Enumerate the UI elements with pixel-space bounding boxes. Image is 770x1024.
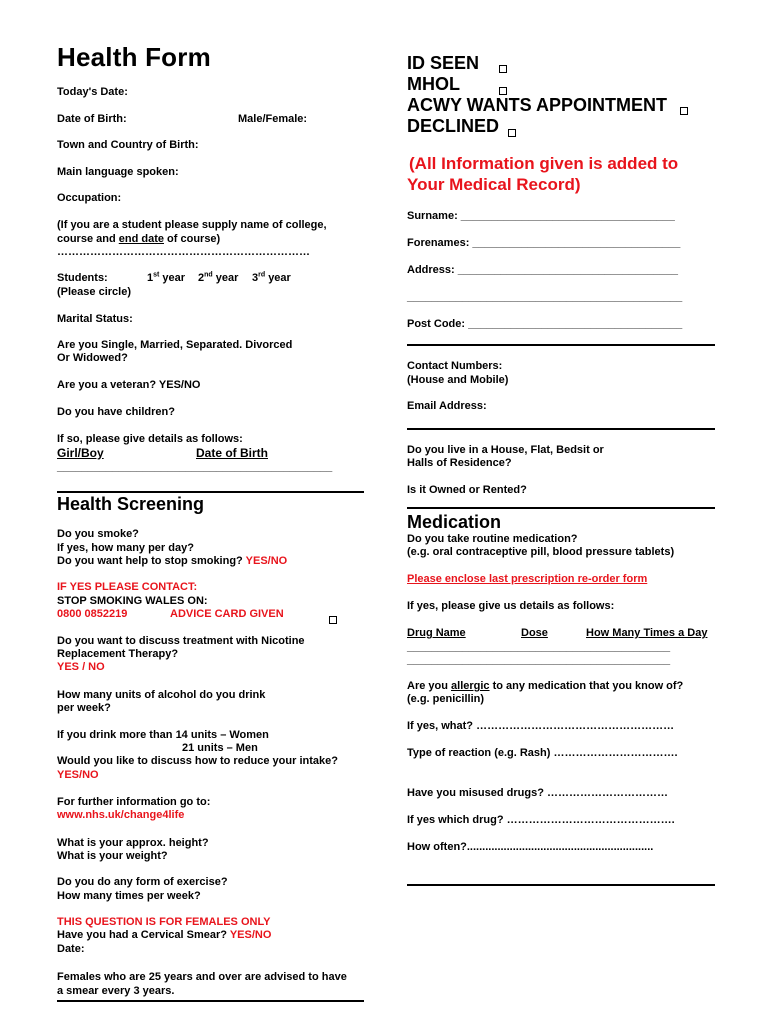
forenames-field[interactable]: Forenames: __________________________________ bbox=[407, 237, 681, 249]
year-3-option[interactable]: 3rd year bbox=[252, 271, 291, 284]
reduce-intake-question: Would you like to discuss how to reduce your intake? bbox=[57, 755, 338, 767]
smear-question: Have you had a Cervical Smear? YES/NO bbox=[57, 929, 272, 941]
mhol-label: MHOL bbox=[407, 74, 460, 94]
declined-label: DECLINED bbox=[407, 116, 500, 136]
allergic-example: (e.g. penicillin) bbox=[407, 693, 485, 705]
times-per-day-header: How Many Times a Day bbox=[586, 627, 708, 639]
divider-contact bbox=[407, 344, 715, 346]
exercise-question-1: Do you do any form of exercise? bbox=[57, 876, 228, 888]
smear-advice-2: a smear every 3 years. bbox=[57, 985, 175, 997]
females-only-note: THIS QUESTION IS FOR FEMALES ONLY bbox=[57, 916, 271, 928]
contact-numbers-note: (House and Mobile) bbox=[407, 374, 509, 386]
units-men: 21 units – Men bbox=[182, 742, 258, 754]
alcohol-question-1: How many units of alcohol do you drink bbox=[57, 689, 266, 701]
live-question-1: Do you live in a House, Flat, Bedsit or bbox=[407, 444, 604, 456]
veteran-question: Are you a veteran? YES/NO bbox=[57, 379, 201, 391]
declined-checkbox[interactable] bbox=[508, 124, 516, 142]
health-screening-title: Health Screening bbox=[57, 494, 205, 514]
child-dob-header: Date of Birth bbox=[196, 446, 268, 460]
acwy-checkbox[interactable] bbox=[680, 102, 688, 120]
advice-card-label: ADVICE CARD GIVEN bbox=[170, 608, 284, 620]
occupation-label: Occupation: bbox=[57, 192, 122, 204]
year-1-option[interactable]: 1st year bbox=[147, 271, 186, 284]
divider-end bbox=[407, 884, 715, 886]
id-seen-label: ID SEEN bbox=[407, 53, 480, 73]
medication-title: Medication bbox=[407, 512, 502, 532]
smoke-question: Do you smoke? bbox=[57, 528, 139, 540]
reaction-field[interactable]: Type of reaction (e.g. Rash) ……………………………. bbox=[407, 747, 678, 759]
page-title: Health Form bbox=[57, 42, 211, 72]
postcode-field[interactable]: Post Code: ___________________________________ bbox=[407, 318, 683, 330]
children-question: Do you have children? bbox=[57, 406, 175, 418]
id-seen-checkbox[interactable] bbox=[499, 60, 507, 78]
which-drug-field[interactable]: If yes which drug? ………………………………………. bbox=[407, 814, 675, 826]
stop-smoking-wales: STOP SMOKING WALES ON: bbox=[57, 595, 208, 607]
divider-residence bbox=[407, 428, 715, 430]
smear-yes-no: YES/NO bbox=[229, 929, 272, 941]
drug-entry-line-2[interactable]: ___________________________________________ bbox=[407, 654, 671, 666]
if-yes-what-field[interactable]: If yes, what? ……………………………………………… bbox=[407, 720, 675, 732]
misused-drugs-field[interactable]: Have you misused drugs? …………………………… bbox=[407, 787, 668, 799]
reduce-intake-yes-no: YES/NO bbox=[57, 769, 99, 781]
nhs-link[interactable]: www.nhs.uk/change4life bbox=[57, 809, 185, 821]
exercise-question-2: How many times per week? bbox=[57, 890, 201, 902]
weight-question: What is your weight? bbox=[57, 850, 168, 862]
marital-question-2: Or Widowed? bbox=[57, 352, 128, 364]
smear-date-label: Date: bbox=[57, 943, 85, 955]
smear-advice-1: Females who are 25 years and over are advised to have bbox=[57, 971, 347, 983]
children-details: If so, please give details as follows: bbox=[57, 433, 243, 445]
address-line-2[interactable]: _____________________________________________ bbox=[407, 291, 683, 303]
owned-question: Is it Owned or Rented? bbox=[407, 484, 527, 496]
advice-card-checkbox[interactable] bbox=[329, 611, 337, 629]
acwy-label: ACWY WANTS APPOINTMENT bbox=[407, 95, 667, 115]
section-divider bbox=[57, 491, 364, 493]
smoke-yes-no: YES/NO bbox=[245, 555, 288, 567]
students-label: Students: bbox=[57, 272, 108, 284]
drug-entry-line-1[interactable]: ___________________________________________ bbox=[407, 641, 671, 653]
routine-examples: (e.g. oral contraceptive pill, blood pressure tablets) bbox=[407, 546, 675, 558]
contact-heading: IF YES PLEASE CONTACT: bbox=[57, 581, 198, 593]
phone-number: 0800 0852219 bbox=[57, 608, 128, 620]
details-label: If yes, please give us details as follows: bbox=[407, 600, 615, 612]
please-circle-note: (Please circle) bbox=[57, 286, 131, 298]
further-info-label: For further information go to: bbox=[57, 796, 211, 808]
year-2-option[interactable]: 2nd year bbox=[198, 271, 239, 284]
medical-record-note-2: Your Medical Record) bbox=[407, 175, 581, 194]
bottom-divider bbox=[57, 1000, 364, 1002]
live-question-2: Halls of Residence? bbox=[407, 457, 512, 469]
town-country-label: Town and Country of Birth: bbox=[57, 139, 199, 151]
marital-label: Marital Status: bbox=[57, 313, 133, 325]
how-often-field[interactable]: How often?............................................................. bbox=[407, 841, 654, 853]
contact-numbers-label: Contact Numbers: bbox=[407, 360, 503, 372]
surname-field[interactable]: Surname: ___________________________________ bbox=[407, 210, 675, 222]
smoke-help: Do you want help to stop smoking? YES/NO bbox=[57, 555, 288, 567]
medical-record-note-1: (All Information given is added to bbox=[409, 154, 679, 173]
girl-boy-header: Girl/Boy bbox=[57, 446, 104, 460]
enclose-prescription-note: Please enclose last prescription re-order form bbox=[407, 573, 648, 585]
sex-label: Male/Female: bbox=[238, 113, 308, 125]
dob-label: Date of Birth: bbox=[57, 113, 127, 125]
smoke-per-day: If yes, how many per day? bbox=[57, 542, 194, 554]
student-note-1: (If you are a student please supply name of college, bbox=[57, 219, 327, 231]
todays-date-label: Today's Date: bbox=[57, 86, 128, 98]
nrt-question-2: Replacement Therapy? bbox=[57, 648, 179, 660]
allergic-question: Are you allergic to any medication that you know of? bbox=[407, 680, 684, 692]
height-question: What is your approx. height? bbox=[57, 837, 209, 849]
nrt-yes-no: YES / NO bbox=[57, 661, 105, 673]
units-women: If you drink more than 14 units – Women bbox=[57, 729, 269, 741]
language-label: Main language spoken: bbox=[57, 166, 179, 178]
nrt-question-1: Do you want to discuss treatment with Nicotine bbox=[57, 635, 305, 647]
dose-header: Dose bbox=[521, 627, 548, 639]
child-entry-line: _____________________________________________ bbox=[57, 461, 333, 473]
drug-name-header: Drug Name bbox=[407, 627, 466, 639]
routine-question: Do you take routine medication? bbox=[407, 533, 578, 545]
student-note-2: course and end date of course) bbox=[57, 233, 221, 245]
email-label: Email Address: bbox=[407, 400, 487, 412]
marital-question-1: Are you Single, Married, Separated. Divorced bbox=[57, 339, 293, 351]
alcohol-question-2: per week? bbox=[57, 702, 111, 714]
student-dots-line: …………………………………………………………… bbox=[57, 246, 310, 258]
address-field[interactable]: Address: ____________________________________ bbox=[407, 264, 678, 276]
divider-medication bbox=[407, 507, 715, 509]
